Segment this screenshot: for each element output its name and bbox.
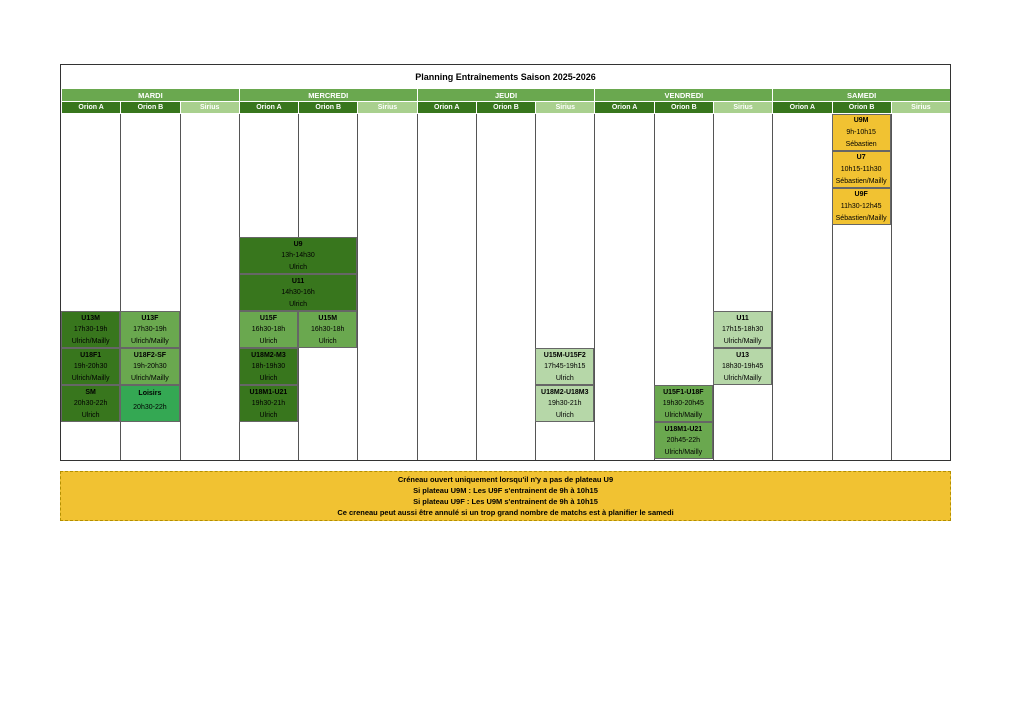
note-line: Si plateau U9F : Les U9M s'entrainent de 9h à 10h15 — [413, 497, 598, 506]
slot-name: SM — [85, 388, 96, 396]
slot-time: 10h15-11h30 — [840, 165, 882, 173]
slot-time: 18h30-19h45 — [721, 363, 764, 371]
training-slot — [239, 385, 298, 422]
note-line: Si plateau U9M : Les U9F s'entrainent de 9h à 10h15 — [413, 486, 598, 495]
grid-column-divider — [357, 114, 358, 460]
slot-time: 20h30-22h — [133, 403, 167, 411]
slot-time: 11h30-12h45 — [840, 202, 882, 210]
sub-header-sirius: Sirius — [357, 102, 416, 113]
day-header-samedi: SAMEDI — [772, 89, 950, 101]
grid-column-divider — [713, 114, 714, 460]
sub-header-orion-b: Orion B — [654, 102, 713, 113]
grid-column-divider — [891, 114, 892, 460]
training-slot — [239, 237, 358, 274]
slot-name: U18M2-U18M3 — [541, 388, 589, 396]
sub-header-orion-b: Orion B — [298, 102, 357, 113]
sub-header-orion-a: Orion A — [61, 102, 120, 113]
training-slot — [832, 114, 891, 151]
sub-header-orion-b: Orion B — [832, 102, 891, 113]
planning-sheet — [60, 64, 951, 461]
sub-header-sirius: Sirius — [891, 102, 950, 113]
slot-name: U13F — [141, 314, 159, 322]
note-line: Ce creneau peut aussi être annulé si un trop grand nombre de matchs est à planifier le samedi — [337, 508, 674, 517]
training-slot — [713, 348, 772, 385]
training-slot — [239, 348, 298, 385]
slot-time: 16h30-18h — [251, 326, 286, 334]
sub-header-orion-b: Orion B — [476, 102, 535, 113]
day-header-vendredi: VENDREDI — [594, 89, 772, 101]
training-slot — [654, 385, 713, 422]
slot-time: 19h30-21h — [251, 400, 286, 408]
training-slot — [61, 311, 120, 348]
slot-time: 19h30-20h45 — [662, 400, 704, 408]
slot-time: 20h30-22h — [73, 400, 108, 408]
slot-time: 17h45-19h15 — [544, 363, 586, 371]
slot-name: U9 — [293, 240, 303, 248]
training-slot — [298, 311, 357, 348]
slot-coach: Ulrich/Mailly — [131, 374, 169, 382]
grid-column-divider — [417, 114, 418, 460]
sub-header-sirius: Sirius — [713, 102, 772, 113]
slot-coach: Ulrich — [289, 300, 307, 308]
slot-time: 9h-10h15 — [846, 128, 876, 136]
slot-coach: Sébastien/Mailly — [835, 177, 887, 185]
training-slot — [239, 274, 358, 311]
slot-time: 18h-19h30 — [251, 363, 286, 371]
slot-name: U18M2-M3 — [251, 351, 286, 359]
grid-column-divider — [772, 114, 773, 460]
training-slot — [61, 348, 120, 385]
training-slot — [535, 348, 594, 385]
slot-coach: Ulrich/Mailly — [131, 337, 169, 345]
sub-header-sirius: Sirius — [180, 102, 239, 113]
slot-name: U15F1-U18F — [663, 388, 704, 396]
sub-header-orion-a: Orion A — [417, 102, 476, 113]
slot-name: U7 — [856, 154, 866, 162]
slot-time: 16h30-18h — [310, 326, 345, 334]
day-header-jeudi: JEUDI — [417, 89, 595, 101]
slot-coach: Sébastien/Mailly — [835, 214, 887, 222]
slot-name: U15M — [318, 314, 338, 322]
slot-time: 17h15-18h30 — [721, 326, 764, 334]
slot-coach: Ulrich/Mailly — [71, 337, 110, 345]
slot-name: U15F — [259, 314, 277, 322]
slot-coach: Ulrich — [289, 263, 307, 271]
slot-time: 14h30-16h — [281, 289, 315, 297]
training-slot — [832, 188, 891, 225]
slot-name: U18M1-U21 — [249, 388, 288, 396]
slot-coach: Ulrich/Mailly — [71, 374, 110, 382]
day-header-mercredi: MERCREDI — [239, 89, 417, 101]
slot-coach: Ulrich/Mailly — [664, 411, 703, 419]
training-slot — [120, 385, 179, 422]
training-slot — [120, 311, 179, 348]
slot-coach: Ulrich — [555, 374, 574, 382]
sub-header-orion-a: Orion A — [594, 102, 653, 113]
grid-column-divider — [476, 114, 477, 460]
training-slot — [654, 422, 713, 459]
page-title: Planning Entraînements Saison 2025-2026 — [415, 72, 596, 82]
slot-name: U18M1-U21 — [664, 425, 703, 433]
slot-time: 20h45-22h — [666, 437, 701, 445]
slot-coach: Ulrich — [318, 337, 337, 345]
slot-time: 13h-14h30 — [281, 252, 315, 260]
slot-name: U13 — [736, 351, 750, 359]
training-slot — [535, 385, 594, 422]
notes-banner — [60, 471, 951, 521]
note-line: Créneau ouvert uniquement lorsqu'il n'y a pas de plateau U9 — [397, 475, 614, 484]
day-header-mardi: MARDI — [61, 89, 239, 101]
slot-coach: Sébastien — [845, 140, 877, 148]
grid-column-divider — [180, 114, 181, 460]
training-slot — [832, 151, 891, 188]
slot-name: U15M-U15F2 — [543, 351, 586, 359]
slot-time: 19h-20h30 — [133, 363, 167, 371]
slot-name: U9M — [853, 117, 869, 125]
slot-coach: Ulrich — [259, 337, 278, 345]
slot-time: 17h30-19h — [133, 326, 167, 334]
sub-header-orion-b: Orion B — [120, 102, 179, 113]
sub-header-orion-a: Orion A — [239, 102, 298, 113]
slot-coach: Ulrich — [81, 411, 100, 419]
slot-coach: Ulrich — [259, 411, 278, 419]
slot-time: 19h-20h30 — [73, 363, 108, 371]
slot-name: U18F2-SF — [133, 351, 167, 359]
training-slot — [61, 385, 120, 422]
training-slot — [239, 311, 298, 348]
slot-coach: Ulrich — [555, 411, 574, 419]
slot-time: 19h30-21h — [548, 400, 582, 408]
slot-name: U11 — [291, 277, 305, 285]
slot-coach: Ulrich/Mailly — [723, 374, 762, 382]
slot-name: Loisirs — [138, 389, 162, 397]
slot-name: U18F1 — [80, 351, 102, 359]
slot-name: U13M — [81, 314, 100, 322]
sub-header-sirius: Sirius — [535, 102, 594, 113]
slot-coach: Ulrich/Mailly — [664, 448, 703, 456]
sub-header-orion-a: Orion A — [772, 102, 831, 113]
slot-name: U9F — [854, 191, 868, 199]
slot-coach: Ulrich — [259, 374, 278, 382]
training-slot — [120, 348, 179, 385]
training-slot — [713, 311, 772, 348]
grid-column-divider — [594, 114, 595, 460]
slot-coach: Ulrich/Mailly — [723, 337, 762, 345]
slot-time: 17h30-19h — [73, 326, 108, 334]
slot-name: U11 — [736, 314, 749, 322]
